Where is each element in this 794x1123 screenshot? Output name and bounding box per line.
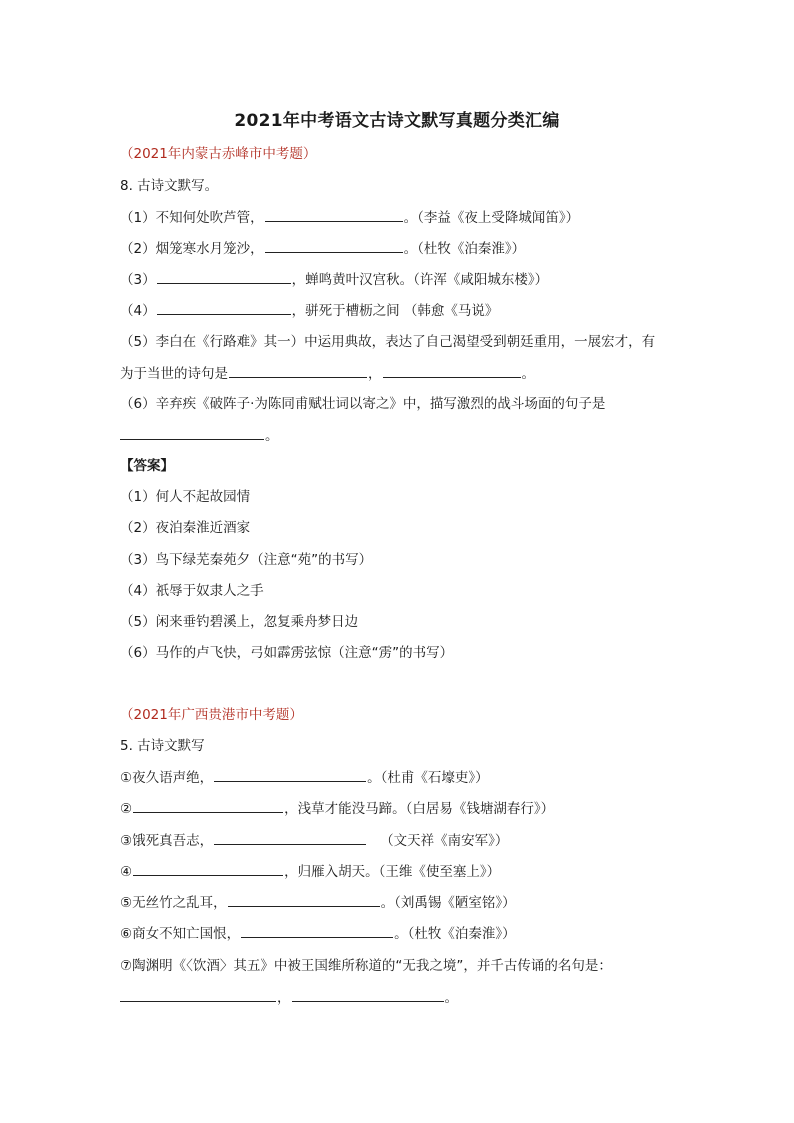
question-item-2	[120, 798, 554, 819]
question-text: ，骈死于槽枥之间 （韩愈《马说》	[291, 303, 499, 319]
answer-item: （6）马作的卢飞快，弓如霹雳弦惊（注意“雳”的书写）	[120, 645, 454, 661]
question-heading: 8. 古诗文默写。	[120, 178, 219, 194]
question-item-5-line2	[120, 363, 535, 384]
question-text: 。（杜牧《泊秦淮》）	[394, 926, 516, 942]
question-heading: 5. 古诗文默写	[120, 738, 205, 754]
answer-blank	[228, 892, 380, 907]
question-item-5-line1: （5）李白在《行路难》其一）中运用典故，表达了自己渴望受到朝廷重用，一展宏才，有	[120, 334, 656, 350]
question-item-4	[120, 300, 498, 321]
question-text: 。（刘禹锡《陋室铭》）	[380, 895, 516, 911]
question-item-3	[120, 269, 548, 290]
answer-item: （5）闲来垂钓碧溪上，忽复乘舟梦日边	[120, 614, 359, 630]
question-text: ⑥商女不知亡国恨，	[120, 926, 241, 942]
question-text: ，蝉鸣黄叶汉宫秋。（许浑《咸阳城东楼》）	[291, 272, 549, 288]
question-item-6	[120, 923, 516, 944]
question-text: 。	[521, 366, 535, 382]
question-item-7-line1: ⑦陶渊明《〈饮酒〉其五》中被王国维所称道的“无我之境”，并千古传诵的名句是：	[120, 958, 612, 974]
answer-item: （1）何人不起故园情	[120, 489, 251, 505]
answer-blank	[133, 861, 283, 876]
answer-blank	[241, 923, 393, 938]
question-item-6-line2	[120, 425, 279, 446]
page-title: 2021年中考语文古诗文默写真题分类汇编	[234, 111, 560, 131]
answer-blank	[120, 425, 264, 440]
question-text: 。（李益《夜上受降城闻笛》）	[403, 210, 580, 226]
question-item-2	[120, 238, 525, 259]
answer-item: （2）夜泊秦淮近酒家	[120, 520, 251, 536]
answer-blank	[265, 207, 403, 222]
answer-blank	[157, 300, 291, 315]
answer-blank	[157, 269, 291, 284]
question-text: 。（杜甫《石壕吏》）	[367, 770, 489, 786]
question-item-4	[120, 861, 500, 882]
source-label-chifeng: （2021年内蒙古赤峰市中考题）	[120, 146, 317, 162]
answer-blank	[383, 363, 521, 378]
question-item-3	[120, 830, 508, 851]
answer-item: （3）鸟下绿芜秦苑夕（注意“苑”的书写）	[120, 552, 373, 568]
answer-blank	[214, 830, 366, 845]
answer-blank	[229, 363, 367, 378]
question-text: ⑤无丝竹之乱耳，	[120, 895, 227, 911]
source-label-guigang: （2021年广西贵港市中考题）	[120, 707, 303, 723]
question-text: ①夜久语声绝，	[120, 770, 214, 786]
question-text: ②	[120, 801, 133, 817]
question-text: （4）	[120, 303, 156, 319]
question-text: ④	[120, 864, 133, 880]
answer-blank	[120, 987, 276, 1002]
answer-blank	[265, 238, 403, 253]
question-text: ，	[277, 990, 291, 1006]
answer-heading: 【答案】	[120, 458, 174, 474]
answer-blank	[292, 987, 444, 1002]
question-text: 。（杜牧《泊秦淮》）	[403, 241, 526, 257]
question-text: ③饿死真吾志，	[120, 833, 214, 849]
answer-blank	[133, 798, 283, 813]
question-item-6-line1: （6）辛弃疾《破阵子·为陈同甫赋壮词以寄之》中，描写激烈的战斗场面的句子是	[120, 396, 606, 412]
answer-item: （4）祇辱于奴隶人之手	[120, 583, 264, 599]
question-item-5	[120, 892, 516, 913]
question-text: （文天祥《南安军》）	[380, 833, 509, 849]
question-item-7-line2	[120, 987, 458, 1008]
question-text: （3）	[120, 272, 156, 288]
question-text: ，	[368, 366, 382, 382]
question-item-1	[120, 767, 489, 788]
question-text: （1）不知何处吹芦管，	[120, 210, 264, 226]
question-text: （2）烟笼寒水月笼沙，	[120, 241, 264, 257]
answer-blank	[214, 767, 366, 782]
question-text: ，归雁入胡天。（王维《使至塞上》）	[284, 864, 501, 880]
question-item-1	[120, 207, 579, 228]
question-text: 。	[444, 990, 458, 1006]
question-text: ，浅草才能没马蹄。（白居易《钱塘湖春行》）	[284, 801, 555, 817]
question-text: 。	[265, 428, 279, 444]
question-text: 为于当世的诗句是	[120, 366, 228, 382]
